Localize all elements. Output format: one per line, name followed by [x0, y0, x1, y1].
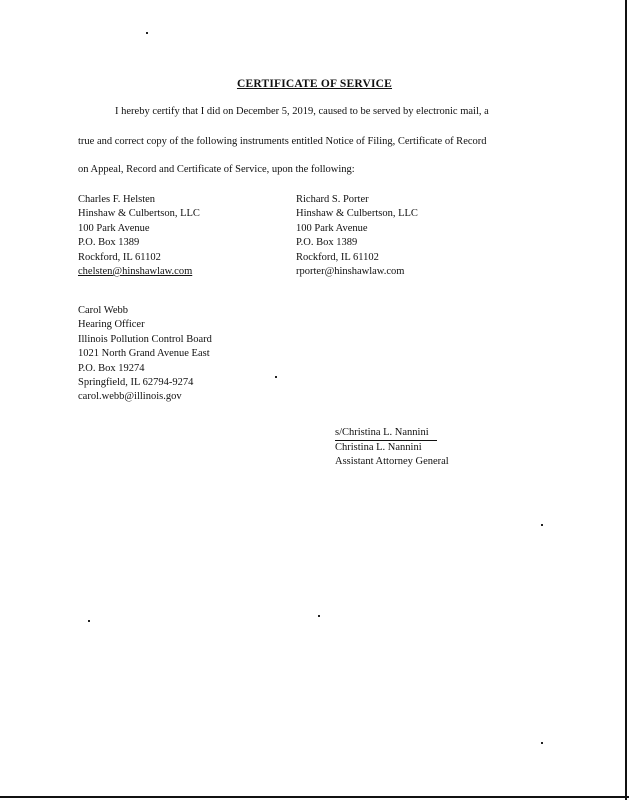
recipient-po-box: P.O. Box 19274: [78, 362, 145, 374]
electronic-signature: s/Christina L. Nannini: [335, 426, 437, 441]
recipient-city: Rockford, IL 61102: [78, 251, 161, 263]
page-edge-bottom: [0, 796, 629, 798]
recipient-street: 1021 North Grand Avenue East: [78, 348, 210, 360]
recipient-po-box: P.O. Box 1389: [296, 237, 358, 249]
recipient-email: rporter@hinshawlaw.com: [296, 265, 405, 277]
recipient-org: Illinois Pollution Control Board: [78, 333, 212, 345]
recipient-org: Hinshaw & Culbertson, LLC: [78, 208, 200, 220]
certification-line-3: on Appeal, Record and Certificate of Service, upon the following:: [78, 164, 355, 175]
recipient-street: 100 Park Avenue: [296, 222, 368, 234]
scan-speck: [88, 620, 90, 622]
scan-speck: [275, 376, 277, 378]
signer-name: Christina L. Nannini: [335, 442, 422, 454]
recipient-street: 100 Park Avenue: [78, 222, 150, 234]
recipient-email-link[interactable]: chelsten@hinshawlaw.com: [78, 265, 193, 277]
recipient-block-webb: [78, 304, 212, 405]
scan-speck: [318, 615, 320, 617]
page-edge-right: [625, 0, 627, 800]
certification-line-2: true and correct copy of the following instruments entitled Notice of Filing, Certificate of Record: [78, 136, 487, 147]
recipient-city: Rockford, IL 61102: [296, 251, 379, 263]
scan-speck: [541, 524, 543, 526]
recipient-title: Hearing Officer: [78, 319, 145, 331]
scan-speck: [541, 742, 543, 744]
scan-speck: [146, 32, 148, 34]
signature-block: [335, 426, 449, 470]
recipient-name: Charles F. Helsten: [78, 194, 156, 205]
recipient-po-box: P.O. Box 1389: [78, 237, 140, 249]
recipient-org: Hinshaw & Culbertson, LLC: [296, 208, 418, 220]
recipient-name: Carol Webb: [78, 305, 128, 316]
recipient-city: Springfield, IL 62794-9274: [78, 376, 194, 388]
signer-title: Assistant Attorney General: [335, 456, 449, 468]
recipient-block-helsten: [78, 193, 200, 279]
recipient-block-porter: [296, 193, 418, 279]
recipient-name: Richard S. Porter: [296, 194, 369, 205]
certification-line-1: I hereby certify that I did on December 5, 2019, caused to be served by electronic mail, a: [115, 106, 489, 117]
recipient-email: carol.webb@illinois.gov: [78, 391, 182, 403]
document-title: CERTIFICATE OF SERVICE: [236, 78, 393, 90]
